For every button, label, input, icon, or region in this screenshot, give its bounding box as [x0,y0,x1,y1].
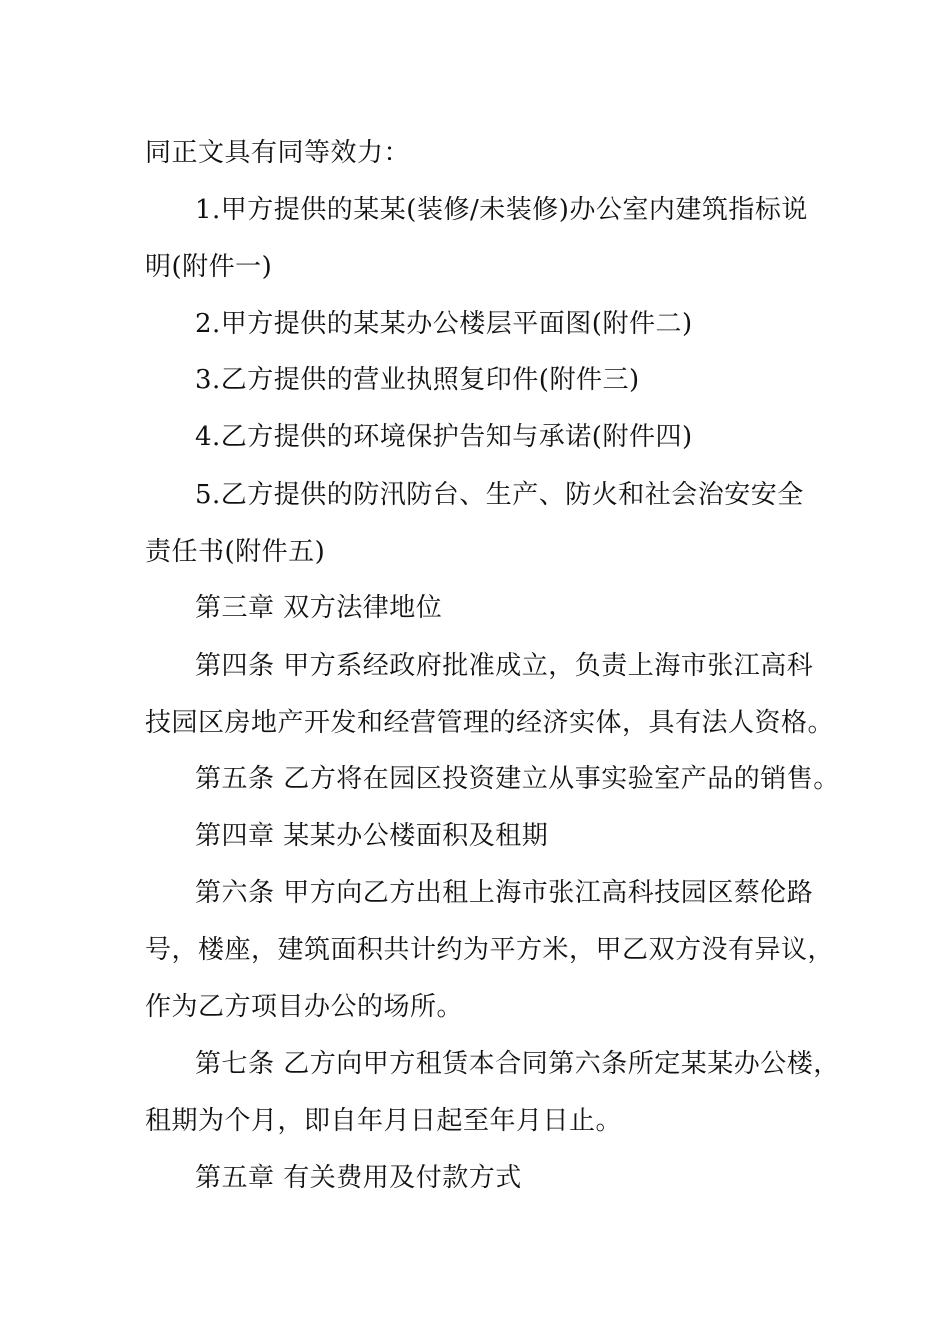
text-line: 作为乙方项目办公的场所。 [145,992,464,1022]
text-line: 责任书(附件五) [145,537,326,567]
article-text: 第五条 乙方将在园区投资建立从事实验室产品的销售。 [195,764,840,794]
text-line: 号，楼座，建筑面积共计约为平方米，甲乙双方没有异议， [145,935,835,965]
article-text: 第六条 甲方向乙方出租上海市张江高科技园区蔡伦路 [195,878,814,908]
text-line: 2.甲方提供的某某办公楼层平面图(附件二) [195,309,693,339]
text-line: 技园区房地产开发和经营管理的经济实体，具有法人资格。 [145,708,835,738]
text-line: 同正文具有同等效力： [145,138,411,168]
text-line: 明(附件一) [145,252,273,282]
text-line: 租期为个月，即自年月日起至年月日止。 [145,1106,623,1136]
text-line: 3.乙方提供的营业执照复印件(附件三) [195,365,640,395]
chapter-heading: 第三章 双方法律地位 [195,593,443,623]
text-line: 1.甲方提供的某某(装修/未装修)办公室内建筑指标说 [195,195,808,225]
chapter-heading: 第五章 有关费用及付款方式 [195,1163,522,1193]
text-line: 4.乙方提供的环境保护告知与承诺(附件四) [195,422,693,452]
chapter-heading: 第四章 某某办公楼面积及租期 [195,821,549,851]
text-line: 5.乙方提供的防汛防台、生产、防火和社会治安安全 [195,480,804,510]
article-text: 第四条 甲方系经政府批准成立，负责上海市张江高科 [195,651,814,681]
article-text: 第七条 乙方向甲方租赁本合同第六条所定某某办公楼， [195,1049,840,1079]
